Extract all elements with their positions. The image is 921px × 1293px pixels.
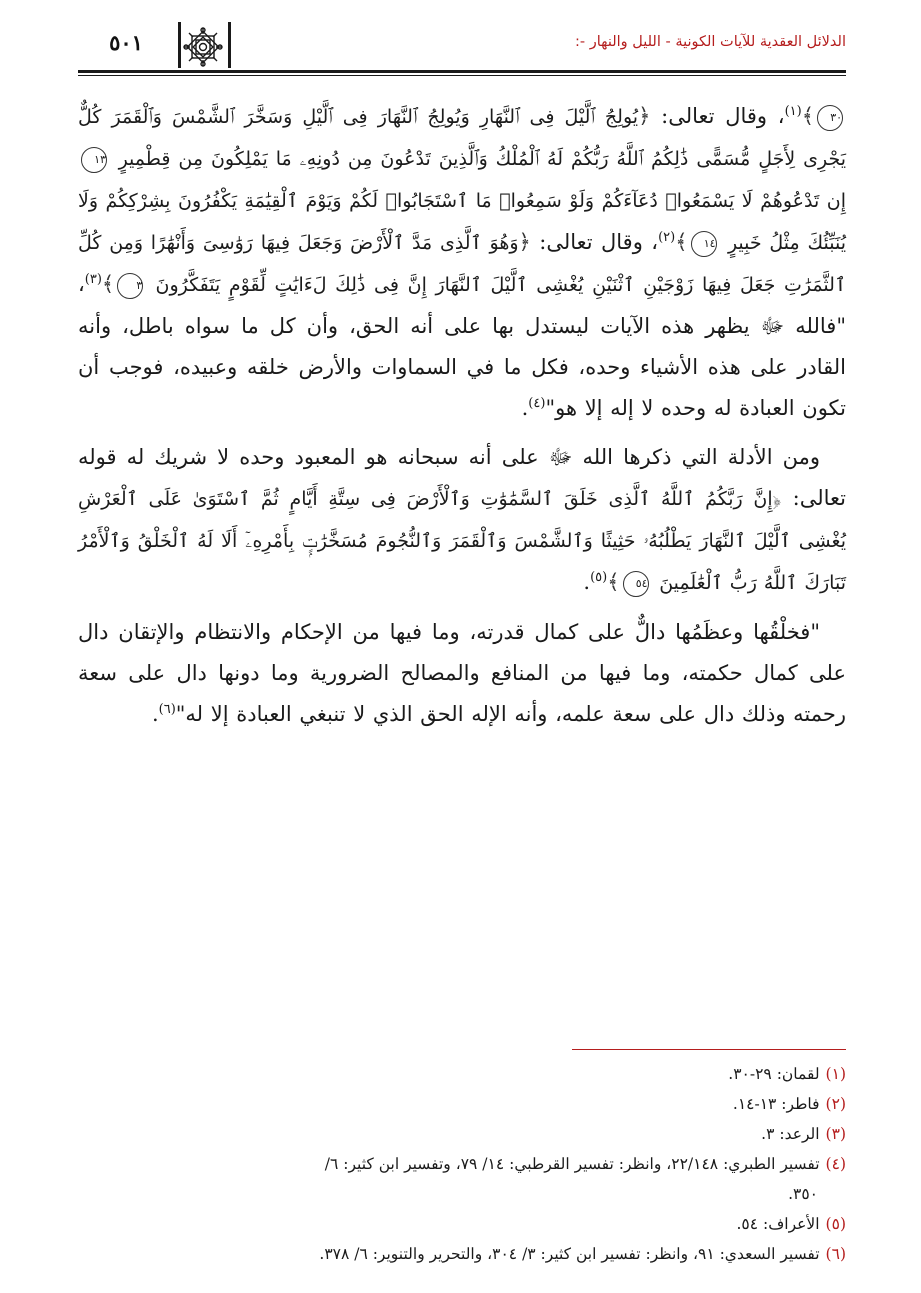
footnote-text: الرعد: ٣. [761,1125,820,1143]
footnote-number: (٣) [825,1125,846,1143]
quran-verse: وَهُوَ ٱلَّذِى مَدَّ ٱلْأَرْضَ وَجَعَلَ فِيهَا رَوَٰسِىَ وَأَنْهَٰرًا وَمِن كُلِّ ٱلثَّمَرَٰتِ جَعَلَ فِيهَا زَوْجَيْنِ ٱثْنَيْنِ يُغْشِى ٱلَّيْلَ ٱلنَّهَارَ إِنَّ فِى ذَٰلِكَ لَءَايَٰتٍ لِّقَوْمٍ يَتَفَكَّرُونَ [78,232,846,296]
footnote-number: (٢) [825,1095,846,1113]
running-title: الدلائل العقدية للآيات الكونية - الليل والنهار -: [575,34,846,50]
header-rule-thin [78,75,846,76]
footnotes [78,1059,846,1269]
body-text: ، وقال تعالى: [650,104,785,128]
quran-verse: إِن تَدْعُوهُمْ لَا يَسْمَعُوا۟ دُعَآءَكُمْ وَلَوْ سَمِعُوا۟ مَا ٱسْتَجَابُوا۟ لَكُمْ وَيَوْمَ ٱلْقِيَٰمَةِ يَكْفُرُونَ بِشِرْكِكُمْ وَلَا يُنَبِّئُكَ مِثْلُ خَبِيرٍ [78,190,846,254]
punctuation: . [583,570,591,594]
paragraph-1: ٣٠﴾$^{(١)}$، وقال تعالى: ﴿يُولِجُ ٱلَّيْلَ فِى ٱلنَّهَارِ وَيُولِجُ ٱلنَّهَارَ فِى ٱلَّيْلِ وَسَخَّرَ ٱلشَّمْسَ وَٱلْقَمَرَ كُلٌّ يَجْرِى لِأَجَلٍ مُّسَمًّى ذَٰلِكُمُ ٱللَّهُ رَبُّكُمْ لَهُ ٱلْمُلْكُ وَٱلَّذِينَ تَدْعُونَ مِن دُونِهِۦ مَا يَمْلِكُونَ مِن قِطْمِيرٍ ١٣ إِن تَدْعُوهُمْ لَا يَسْمَعُوا۟ دُعَآءَكُمْ وَلَوْ سَمِعُوا۟ مَا ٱسْتَجَابُوا۟ لَكُمْ وَيَوْمَ ٱلْقِيَٰمَةِ يَكْفُرُونَ بِشِرْكِكُمْ وَلَا يُنَبِّئُكَ مِثْلُ خَبِيرٍ ١٤﴾$^{(٢)}$، وقال تعالى: ﴿وَهُوَ ٱلَّذِى مَدَّ ٱلْأَرْضَ وَجَعَلَ فِيهَا رَوَٰسِىَ وَأَنْهَٰرًا وَمِن كُلِّ ٱلثَّمَرَٰتِ جَعَلَ فِيهَا زَوْجَيْنِ ٱثْنَيْنِ يُغْشِى ٱلَّيْلَ ٱلنَّهَارَ إِنَّ فِى ذَٰلِكَ لَءَايَٰتٍ لِّقَوْمٍ يَتَفَكَّرُونَ ٣﴾$^{(٣)}$، "فالله ﷻ يظهر هذه الآيات ليستدل بها على أنه الحق، وأن كل ما سواه باطل، وأنه القادر على هذه الأشياء وحده، فكل ما في السماوات والأرض خلقه وعبيده، فوجب أن تكون العبادة له وحده لا إله إلا هو"$^{(٤)}$. [78,104,846,420]
paragraph-2: ومن الأدلة التي ذكرها الله ﷻ على أنه سبحانه هو المعبود وحده لا شريك له قوله تعالى: ﴿إِنَّ رَبَّكُمُ ٱللَّهُ ٱلَّذِى خَلَقَ ٱلسَّمَٰوَٰتِ وَٱلْأَرْضَ فِى سِتَّةِ أَيَّامٍ ثُمَّ ٱسْتَوَىٰ عَلَى ٱلْعَرْشِ يُغْشِى ٱلَّيْلَ ٱلنَّهَارَ يَطْلُبُهُۥ حَثِيثًا وَٱلشَّمْسَ وَٱلْقَمَرَ وَٱلنُّجُومَ مُسَخَّرَٰتٍۭ بِأَمْرِهِۦٓ أَلَا لَهُ ٱلْخَلْقُ وَٱلْأَمْرُ تَبَارَكَ ٱللَّهُ رَبُّ ٱلْعَٰلَمِينَ ٥٤﴾$^{(٥)}$. [78,437,846,604]
header-rule-thick [78,70,846,73]
footnote-4 [78,1149,846,1179]
footnote-4-continued: ٣٥٠. [788,1185,818,1203]
punctuation: . [151,702,159,726]
footnote-2 [78,1089,846,1119]
footnote-number: (٥) [825,1215,846,1233]
ayah-number-marker: ١٤ [691,231,717,257]
ayah-number-marker: ٣ [117,273,143,299]
ayah-number-marker: ٥٤ [623,571,649,597]
header-divider-right [228,22,231,68]
footnote-ref: (١) [784,104,802,119]
footnote-1 [78,1059,846,1089]
quran-verse: يُولِجُ ٱلَّيْلَ فِى ٱلنَّهَارِ وَيُولِجُ ٱلنَّهَارَ فِى ٱلَّيْلِ وَسَخَّرَ ٱلشَّمْسَ وَٱلْقَمَرَ كُلٌّ يَجْرِى لِأَجَلٍ مُّسَمًّى ذَٰلِكُمُ ٱللَّهُ رَبُّكُمْ لَهُ ٱلْمُلْكُ وَٱلَّذِينَ تَدْعُونَ مِن دُونِهِۦ مَا يَمْلِكُونَ مِن قِطْمِيرٍ [78,106,846,170]
footnote-ref: (٤) [528,396,546,411]
footnote-ref: (٢) [658,230,676,245]
footnote-text: فاطر: ١٣-١٤. [732,1095,820,1113]
footnote-3 [78,1119,846,1149]
main-text [78,96,846,735]
quran-verse: إِنَّ رَبَّكُمُ ٱللَّهُ ٱلَّذِى خَلَقَ ٱلسَّمَٰوَٰتِ وَٱلْأَرْضَ فِى سِتَّةِ أَيَّامٍ ثُمَّ ٱسْتَوَىٰ عَلَى ٱلْعَرْشِ يُغْشِى ٱلَّيْلَ ٱلنَّهَارَ يَطْلُبُهُۥ حَثِيثًا وَٱلشَّمْسَ وَٱلْقَمَرَ وَٱلنُّجُومَ مُسَخَّرَٰتٍۭ بِأَمْرِهِۦٓ أَلَا لَهُ ٱلْخَلْقُ وَٱلْأَمْرُ تَبَارَكَ ٱللَّهُ رَبُّ ٱلْعَٰلَمِينَ [78,488,846,594]
body-text: ومن الأدلة التي ذكرها الله ﷻ على أنه سبحانه هو المعبود وحده لا شريك له قوله تعالى: [78,445,846,510]
geometric-star-ornament-icon [182,26,224,68]
footnote-text: الأعراف: ٥٤. [736,1215,820,1233]
body-text: ، "فالله ﷻ يظهر هذه الآيات ليستدل بها على أنه الحق، وأن كل ما سواه باطل، وأنه القادر على هذه الأشياء وحده، فكل ما في السماوات والأرض خلقه وعبيده، فوجب أن تكون العبادة له وحده لا إله إلا هو" [78,272,846,420]
ayah-number-marker: ١٣ [81,147,107,173]
ayah-number-marker: ٣٠ [817,105,843,131]
header-divider-left [178,22,181,68]
footnote-text: لقمان: ٢٩-٣٠. [728,1065,820,1083]
footnote-number: (٤) [825,1155,846,1173]
paragraph-3 [78,612,846,735]
footnote-text: تفسير الطبري: ٢٢/١٤٨، وانظر: تفسير القرطبي: ١٤/ ٧٩، وتفسير ابن كثير: ٦/ [324,1155,820,1173]
footnote-number: (١) [825,1065,846,1083]
page-number: ٥٠١ [109,30,143,55]
footnote-text: تفسير السعدي: ٩١، وانظر: تفسير ابن كثير: ٣/ ٣٠٤، والتحرير والتنوير: ٦/ ٣٧٨. [319,1245,820,1263]
footnote-ref: (٣) [84,272,102,287]
footnote-separator [572,1049,846,1050]
footnote-6 [78,1239,846,1269]
footnote-ref: (٥) [590,570,608,585]
body-text: ، وقال تعالى: [530,230,659,254]
page-header [78,22,846,72]
body-text: "فخلْقُها وعظَمُها دالٌّ على كمال قدرته، وما فيها من الإحكام والانتظام والإتقان دال على كمال حكمته، وما فيها من المنافع والمصالح الضرورية وما دونها دال على سعة رحمته وذلك دال على سعة علمه، وأنه الإله الحق الذي لا تنبغي العبادة إلا له" [78,620,846,726]
punctuation: . [521,396,529,420]
footnote-5 [78,1209,846,1239]
footnote-ref: (٦) [158,702,176,717]
footnote-number: (٦) [825,1245,846,1263]
